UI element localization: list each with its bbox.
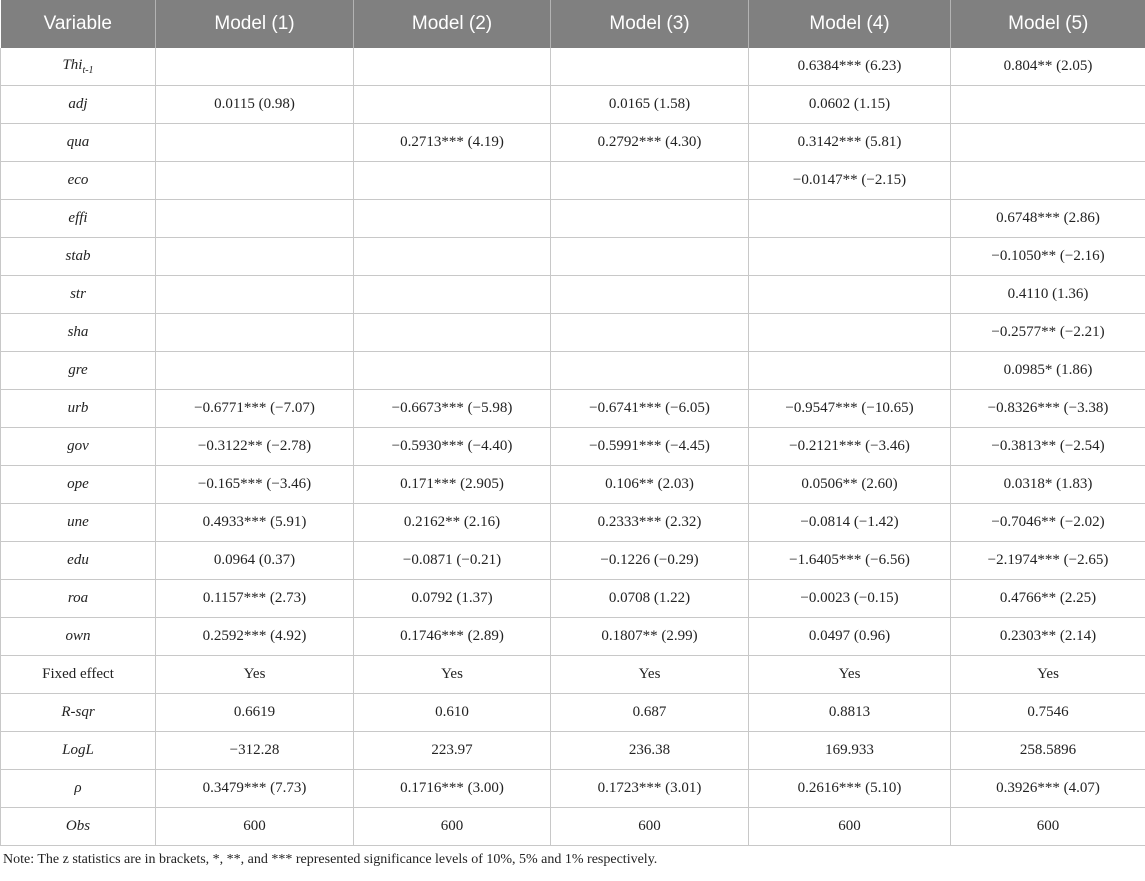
cell-model-2 [354,238,551,276]
row-variable-label [1,124,156,162]
cell-model-4: −0.2121*** (−3.46) [749,428,951,466]
cell-model-3: −0.5991*** (−4.45) [551,428,749,466]
table-row [1,200,1145,238]
variable-name: gov [67,438,89,454]
cell-model-5: 0.804** (2.05) [951,48,1145,86]
cell-model-2: −0.5930*** (−4.40) [354,428,551,466]
cell-model-1: 600 [156,808,354,846]
row-variable-label [1,428,156,466]
cell-model-2: 223.97 [354,732,551,770]
cell-model-5: Yes [951,656,1145,694]
row-variable-label [1,466,156,504]
header-row [1,0,1145,48]
cell-model-5: 0.2303** (2.14) [951,618,1145,656]
cell-model-5: 0.3926*** (4.07) [951,770,1145,808]
cell-model-4: 169.933 [749,732,951,770]
table-row [1,732,1145,770]
row-variable-label [1,48,156,86]
table-row [1,580,1145,618]
cell-model-3 [551,352,749,390]
cell-model-5: 600 [951,808,1145,846]
cell-model-3: −0.1226 (−0.29) [551,542,749,580]
cell-model-5: −0.1050** (−2.16) [951,238,1145,276]
cell-model-1: 0.3479*** (7.73) [156,770,354,808]
table-header [1,0,1145,48]
cell-model-1 [156,124,354,162]
cell-model-1 [156,352,354,390]
variable-name: une [67,514,89,530]
variable-name: roa [67,590,89,606]
cell-model-2: Yes [354,656,551,694]
cell-model-2: 600 [354,808,551,846]
cell-model-5: 0.0318* (1.83) [951,466,1145,504]
table-row [1,48,1145,86]
row-variable-label [1,808,156,846]
cell-model-3 [551,200,749,238]
cell-model-4: −0.0023 (−0.15) [749,580,951,618]
cell-model-1: −0.165*** (−3.46) [156,466,354,504]
row-variable-label [1,580,156,618]
cell-model-3: 0.0165 (1.58) [551,86,749,124]
variable-name: own [65,628,91,644]
variable-name: effi [68,210,88,226]
cell-model-2: 0.0792 (1.37) [354,580,551,618]
cell-model-3: 0.1807** (2.99) [551,618,749,656]
table-row [1,276,1145,314]
variable-name: sha [67,324,89,340]
cell-model-3: 0.2792*** (4.30) [551,124,749,162]
table-row [1,542,1145,580]
cell-model-3: 236.38 [551,732,749,770]
table-body [1,48,1145,846]
cell-model-1: Yes [156,656,354,694]
table-row [1,390,1145,428]
table-row [1,352,1145,390]
table-row [1,86,1145,124]
variable-name: stab [65,248,91,264]
cell-model-3: 0.687 [551,694,749,732]
header-model-4: Model (4) [749,0,951,48]
cell-model-3: 0.0708 (1.22) [551,580,749,618]
cell-model-4 [749,276,951,314]
row-variable-label [1,352,156,390]
row-variable-label [1,618,156,656]
table-row [1,618,1145,656]
cell-model-1 [156,48,354,86]
cell-model-1 [156,200,354,238]
table-row [1,428,1145,466]
header-model-5: Model (5) [951,0,1145,48]
cell-model-2 [354,314,551,352]
table-row [1,314,1145,352]
cell-model-2 [354,162,551,200]
cell-model-2 [354,352,551,390]
variable-name: str [70,286,86,302]
cell-model-5 [951,124,1145,162]
cell-model-1: 0.1157*** (2.73) [156,580,354,618]
row-variable-label [1,238,156,276]
cell-model-2 [354,276,551,314]
table-note: Note: The z statistics are in brackets, *, **, and *** represented significance levels of 10%, 5% and 1% respectively. [3,852,658,867]
cell-model-5: −0.3813** (−2.54) [951,428,1145,466]
cell-model-5: 0.7546 [951,694,1145,732]
cell-model-1: 0.4933*** (5.91) [156,504,354,542]
variable-name: gre [68,362,88,378]
cell-model-5: −2.1974*** (−2.65) [951,542,1145,580]
cell-model-4 [749,352,951,390]
cell-model-3: 0.106** (2.03) [551,466,749,504]
cell-model-3: 0.1723*** (3.01) [551,770,749,808]
cell-model-1: 0.0115 (0.98) [156,86,354,124]
cell-model-2: 0.2162** (2.16) [354,504,551,542]
variable-name: LogL [62,742,94,758]
cell-model-4: 0.0506** (2.60) [749,466,951,504]
cell-model-4: 600 [749,808,951,846]
row-variable-label [1,162,156,200]
cell-model-3: Yes [551,656,749,694]
table-row [1,808,1145,846]
row-variable-label [1,276,156,314]
cell-model-4: 0.8813 [749,694,951,732]
cell-model-2: 0.2713*** (4.19) [354,124,551,162]
header-model-3: Model (3) [551,0,749,48]
table-row [1,238,1145,276]
cell-model-5: 0.4766** (2.25) [951,580,1145,618]
variable-name: R-sqr [61,704,95,720]
variable-name: qua [66,134,90,150]
cell-model-3 [551,162,749,200]
row-variable-label [1,770,156,808]
cell-model-5: 0.0985* (1.86) [951,352,1145,390]
cell-model-2: −0.6673*** (−5.98) [354,390,551,428]
variable-name: Obs [65,818,91,834]
cell-model-4: −0.0814 (−1.42) [749,504,951,542]
variable-subscript: t-1 [82,65,94,76]
row-variable-label [1,314,156,352]
cell-model-1: 0.0964 (0.37) [156,542,354,580]
row-variable-label [1,504,156,542]
cell-model-4 [749,314,951,352]
variable-name: Fixed effect [42,666,114,682]
cell-model-1: −0.3122** (−2.78) [156,428,354,466]
variable-name: eco [67,172,89,188]
row-variable-label [1,656,156,694]
cell-model-1 [156,276,354,314]
cell-model-3: −0.6741*** (−6.05) [551,390,749,428]
table-row [1,466,1145,504]
cell-model-4: 0.0497 (0.96) [749,618,951,656]
cell-model-4: −0.9547*** (−10.65) [749,390,951,428]
cell-model-4: 0.6384*** (6.23) [749,48,951,86]
cell-model-5 [951,162,1145,200]
cell-model-4: Yes [749,656,951,694]
cell-model-2: −0.0871 (−0.21) [354,542,551,580]
cell-model-3 [551,48,749,86]
row-variable-label [1,694,156,732]
row-variable-label [1,390,156,428]
table-row [1,124,1145,162]
cell-model-1: 0.2592*** (4.92) [156,618,354,656]
row-variable-label [1,542,156,580]
cell-model-5: 0.4110 (1.36) [951,276,1145,314]
cell-model-4 [749,238,951,276]
table-row [1,656,1145,694]
cell-model-2 [354,48,551,86]
cell-model-4: −1.6405*** (−6.56) [749,542,951,580]
row-variable-label [1,86,156,124]
variable-name: ope [67,476,89,492]
cell-model-3 [551,238,749,276]
cell-model-4: 0.2616*** (5.10) [749,770,951,808]
cell-model-1 [156,162,354,200]
cell-model-2: 0.171*** (2.905) [354,466,551,504]
cell-model-3 [551,276,749,314]
cell-model-2: 0.610 [354,694,551,732]
cell-model-1: −0.6771*** (−7.07) [156,390,354,428]
header-model-1: Model (1) [156,0,354,48]
variable-name: ρ [74,780,82,796]
cell-model-3: 600 [551,808,749,846]
table-row [1,694,1145,732]
row-variable-label [1,732,156,770]
table-row [1,770,1145,808]
cell-model-5: −0.7046** (−2.02) [951,504,1145,542]
cell-model-5: 0.6748*** (2.86) [951,200,1145,238]
cell-model-5: −0.2577** (−2.21) [951,314,1145,352]
cell-model-4: −0.0147** (−2.15) [749,162,951,200]
cell-model-5: 258.5896 [951,732,1145,770]
cell-model-2: 0.1746*** (2.89) [354,618,551,656]
cell-model-3 [551,314,749,352]
cell-model-5: −0.8326*** (−3.38) [951,390,1145,428]
table-row [1,162,1145,200]
cell-model-1 [156,238,354,276]
cell-model-3: 0.2333*** (2.32) [551,504,749,542]
cell-model-2 [354,86,551,124]
header-model-2: Model (2) [354,0,551,48]
variable-name: edu [67,552,89,568]
cell-model-2: 0.1716*** (3.00) [354,770,551,808]
variable-name: urb [67,400,89,416]
header-variable: Variable [1,0,156,48]
cell-model-1: −312.28 [156,732,354,770]
cell-model-5 [951,86,1145,124]
cell-model-1: 0.6619 [156,694,354,732]
variable-name: Thi [62,57,83,73]
cell-model-4: 0.3142*** (5.81) [749,124,951,162]
row-variable-label [1,200,156,238]
cell-model-4 [749,200,951,238]
variable-name: adj [68,96,88,112]
cell-model-1 [156,314,354,352]
cell-model-4: 0.0602 (1.15) [749,86,951,124]
table-row [1,504,1145,542]
cell-model-2 [354,200,551,238]
